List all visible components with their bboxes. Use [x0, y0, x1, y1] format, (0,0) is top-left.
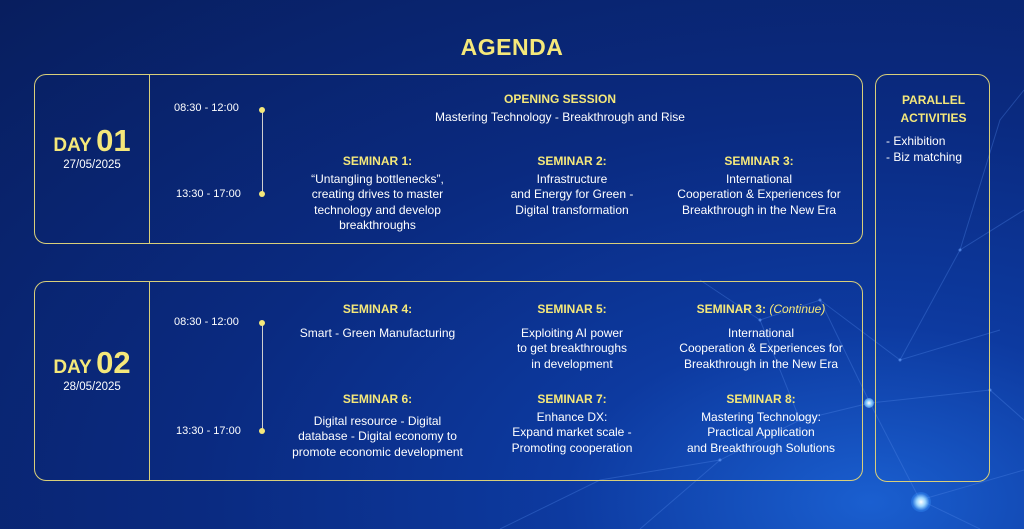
seminar-line: Expand market scale -	[512, 425, 632, 439]
timeline	[262, 324, 263, 432]
seminar-line: and Breakthrough Solutions	[686, 440, 836, 455]
day-1-panel	[34, 74, 863, 244]
seminar-5	[482, 302, 662, 372]
seminar-line: breakthroughs	[339, 218, 416, 232]
seminar-line: to get breakthroughs	[516, 341, 628, 355]
day-2-panel	[34, 281, 863, 481]
seminar-line: Smart - Green Manufacturing	[299, 325, 456, 340]
day-date: 28/05/2025	[63, 381, 121, 393]
day-2-label	[35, 345, 149, 393]
continue-note: (Continue)	[769, 302, 826, 316]
timeline-dot	[259, 320, 265, 326]
seminar-line: International	[725, 171, 793, 186]
seminar-title: SEMINAR 2:	[537, 154, 607, 168]
opening-session	[365, 92, 755, 125]
opening-session-title: OPENING SESSION	[503, 92, 617, 106]
seminar-line: Mastering Technology:	[701, 409, 821, 424]
seminar-line: Infrastructure	[536, 171, 608, 186]
seminar-3	[663, 154, 855, 218]
seminar-line: in development	[531, 356, 613, 371]
seminar-title: SEMINAR 6:	[342, 392, 413, 406]
time-afternoon: 13:30 - 17:00	[176, 188, 241, 200]
parallel-activities-panel	[875, 74, 990, 482]
title-line: PARALLEL	[901, 93, 966, 107]
seminar-8	[663, 392, 859, 456]
seminar-line: Cooperation & Experiences for	[679, 341, 843, 355]
time-morning: 08:30 - 12:00	[174, 102, 239, 114]
seminar-line: Digital resource - Digital	[313, 413, 442, 428]
day-number: 02	[96, 345, 131, 380]
seminar-line: Breakthrough in the New Era	[681, 202, 837, 217]
light-glow	[911, 492, 931, 512]
seminar-2	[482, 154, 662, 218]
light-glow-small	[864, 398, 874, 408]
timeline-dot	[259, 107, 265, 113]
day-word: DAY	[53, 135, 92, 156]
seminar-title: SEMINAR 4:	[342, 302, 413, 316]
timeline-dot	[259, 191, 265, 197]
seminar-line: “Untangling bottlenecks”,	[311, 171, 444, 186]
seminar-7	[482, 392, 662, 456]
seminar-title: SEMINAR 8:	[726, 392, 796, 406]
seminar-title: SEMINAR 1:	[342, 154, 413, 168]
seminar-line: Promoting cooperation	[511, 440, 633, 455]
seminar-line: Exploiting AI power	[520, 325, 624, 340]
seminar-line: and Energy for Green -	[510, 187, 634, 201]
seminar-title: SEMINAR 3:	[724, 154, 794, 168]
list-item: - Biz matching	[886, 150, 963, 164]
seminar-line: database - Digital economy to	[298, 429, 457, 443]
timeline-dot	[259, 428, 265, 434]
seminar-title: SEMINAR 7:	[537, 392, 607, 406]
seminar-line: Cooperation & Experiences for	[677, 187, 841, 201]
parallel-activities-title	[876, 91, 991, 127]
time-afternoon: 13:30 - 17:00	[176, 425, 241, 437]
seminar-title: SEMINAR 3:	[696, 302, 766, 316]
page-title: AGENDA	[460, 34, 564, 60]
seminar-title-row	[663, 302, 859, 318]
seminar-1	[275, 154, 480, 234]
seminar-4	[275, 302, 480, 341]
seminar-line: International	[727, 325, 795, 340]
seminar-line: Enhance DX:	[536, 409, 608, 424]
day-number: 01	[96, 123, 131, 158]
seminar-line: technology and develop	[314, 202, 441, 217]
seminar-3-continue	[663, 302, 859, 372]
seminar-line: promote economic development	[292, 444, 463, 459]
seminar-title: SEMINAR 5:	[537, 302, 607, 316]
opening-session-text: Mastering Technology - Breakthrough and Rise	[435, 109, 685, 124]
seminar-line: Practical Application	[707, 425, 815, 439]
seminar-line: Breakthrough in the New Era	[683, 356, 839, 371]
day-1-label	[35, 123, 149, 171]
title-line: ACTIVITIES	[900, 111, 967, 125]
divider	[149, 75, 150, 243]
day-date: 27/05/2025	[63, 159, 121, 171]
parallel-activities-list	[886, 133, 962, 165]
day-word: DAY	[53, 357, 92, 378]
divider	[149, 282, 150, 480]
seminar-line: Digital transformation	[515, 202, 629, 217]
time-morning: 08:30 - 12:00	[174, 316, 239, 328]
seminar-line: creating drives to master	[311, 187, 444, 201]
seminar-6	[270, 392, 485, 460]
list-item: - Exhibition	[886, 134, 946, 148]
timeline	[262, 110, 263, 195]
